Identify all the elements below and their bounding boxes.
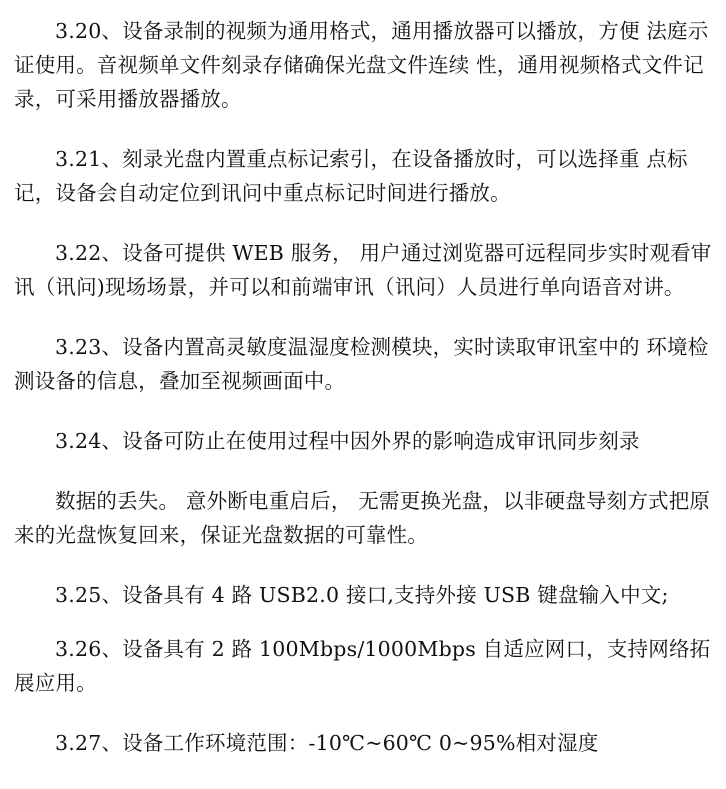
paragraph-gap — [14, 210, 716, 236]
paragraph-3-21: 3.21、刻录光盘内置重点标记索引，在设备播放时，可以选择重 点标记，设备会自动定位到讯问中重点标记时间进行播放。 — [14, 147, 688, 205]
paragraph-3-25: 3.25、设备具有 4 路 USB2.0 接口,支持外接 USB 键盘输入中文; — [55, 583, 669, 607]
paragraph-3-27: 3.27、设备工作环境范围：-10℃~60℃ 0~95%相对湿度 — [55, 731, 599, 755]
document-page — [14, 14, 716, 760]
paragraph-gap — [14, 458, 716, 484]
paragraph-gap — [14, 700, 716, 726]
paragraph-3-26: 3.26、设备具有 2 路 100Mbps/1000Mbps 自适应网口，支持网络拓展应用。 — [14, 637, 711, 695]
paragraph-3-22: 3.22、设备可提供 WEB 服务， 用户通过浏览器可远程同步实时观看审讯（讯问)现场场景，并可以和前端审讯（讯问）人员进行单向语音对讲。 — [14, 241, 712, 299]
paragraph-gap — [14, 612, 716, 632]
paragraph-gap — [14, 398, 716, 424]
paragraph-gap — [14, 116, 716, 142]
paragraph-3-24: 3.24、设备可防止在使用过程中因外界的影响造成审讯同步刻录 — [55, 429, 640, 453]
paragraph-3-20: 3.20、设备录制的视频为通用格式，通用播放器可以播放，方便 法庭示证使用。音视频单文件刻录存储确保光盘文件连续 性，通用视频格式文件记录，可采用播放器播放。 — [14, 19, 709, 111]
paragraph-gap — [14, 304, 716, 330]
paragraph-3-24-continued: 数据的丢失。 意外断电重启后， 无需更换光盘，以非硬盘导刻方式把原来的光盘恢复回来，保证光盘数据的可靠性。 — [14, 489, 711, 547]
paragraph-gap — [14, 552, 716, 578]
paragraph-3-23: 3.23、设备内置高灵敏度温湿度检测模块，实时读取审讯室中的 环境检测设备的信息，叠加至视频画面中。 — [14, 335, 709, 393]
